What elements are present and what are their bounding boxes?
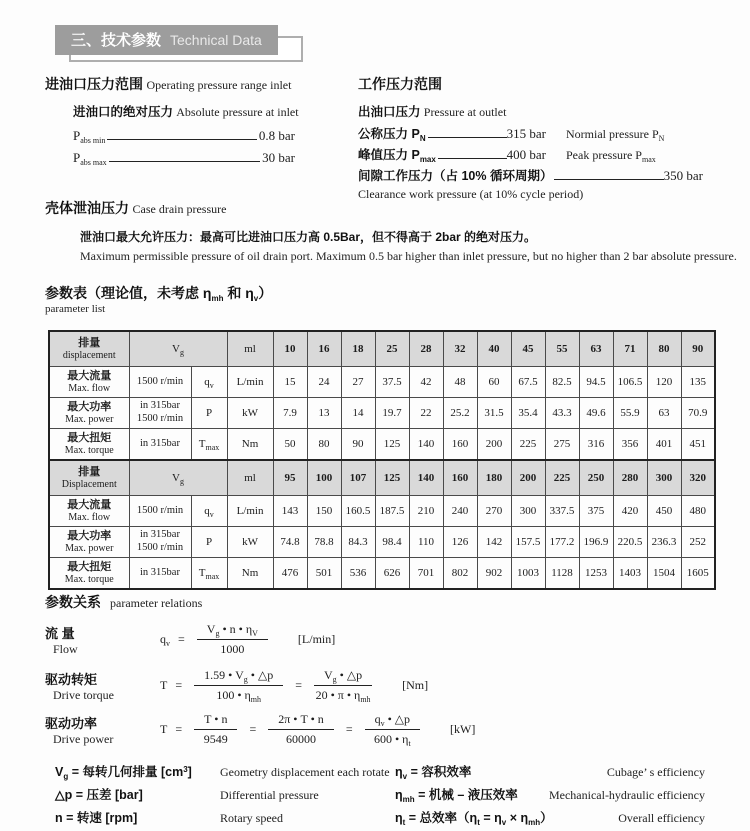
condition-cell: in 315bar 1500 r/min — [129, 398, 191, 429]
nominal-pressure-row — [358, 124, 745, 142]
displacement-size-cell: 71 — [613, 331, 647, 367]
def-vg-en: Geometry displacement each rotate — [220, 765, 390, 779]
def-vg-row — [55, 762, 390, 780]
displacement-size-cell: 180 — [477, 460, 511, 496]
value-cell: 150 — [307, 496, 341, 527]
row-label-cell: 最大流量 Max. flow — [49, 367, 129, 398]
torque-unit: [Nm] — [402, 678, 429, 692]
definitions-left-column — [55, 762, 390, 831]
value-cell: 160 — [443, 429, 477, 461]
peak-pressure-row — [358, 145, 745, 163]
symbol-cell: $T_{max}$ — [191, 429, 227, 461]
equals-sign: = — [249, 722, 257, 736]
torque-label-en: Drive torque — [53, 687, 114, 702]
case-drain-block — [45, 198, 745, 264]
symbol-definitions — [55, 762, 705, 831]
relations-title — [45, 592, 202, 612]
symbol-cell: P — [191, 527, 227, 558]
power-formula-row — [45, 712, 475, 747]
value-cell: 1128 — [545, 558, 579, 590]
value-cell: 337.5 — [545, 496, 579, 527]
value-cell: 126 — [443, 527, 477, 558]
def-n-en: Rotary speed — [220, 811, 283, 825]
equals-sign: = — [175, 722, 183, 736]
flow-label-zh: 流 量 — [45, 625, 75, 641]
section-banner — [55, 25, 315, 61]
inlet-title-en: Operating pressure range inlet — [146, 78, 292, 92]
value-cell: 90 — [341, 429, 375, 461]
unit-cell: kW — [227, 527, 273, 558]
condition-cell: in 315bar — [129, 429, 191, 461]
p-abs-min-symbol: $P_{abs min}$ — [73, 128, 106, 145]
value-cell: 187.5 — [375, 496, 409, 527]
case-drain-title-zh: 壳体泄油压力 — [45, 200, 129, 216]
value-cell: 19.7 — [375, 398, 409, 429]
value-cell: 270 — [477, 496, 511, 527]
power-numerator-3: $q_v$ • △p — [365, 712, 420, 730]
case-drain-line-en: Maximum permissible pressure of oil drain port. Maximum 0.5 bar higher than inlet pressure, but no higher than 2 bar absolute pressure. — [80, 249, 737, 263]
flow-fraction — [197, 622, 268, 657]
displacement-size-cell: 16 — [307, 331, 341, 367]
flow-label-en: Flow — [53, 641, 78, 656]
equals-sign: = — [345, 722, 353, 736]
work-pressure-block — [358, 74, 745, 202]
value-cell: 1003 — [511, 558, 545, 590]
value-cell: 49.6 — [579, 398, 613, 429]
row-label-cell: 最大功率 Max. power — [49, 527, 129, 558]
flow-unit: [L/min] — [297, 632, 336, 646]
value-cell: 94.5 — [579, 367, 613, 398]
value-cell: 401 — [647, 429, 681, 461]
value-cell: 70.9 — [681, 398, 715, 429]
unit-cell: Nm — [227, 558, 273, 590]
leader-line — [554, 179, 663, 180]
leader-line — [438, 158, 507, 159]
torque-label-zh: 驱动转矩 — [45, 671, 98, 687]
pressure-section — [45, 74, 745, 202]
power-unit: [kW] — [450, 722, 476, 736]
table-header-row — [49, 331, 715, 367]
peak-pressure-en: Peak pressure $P_{max}$ — [566, 148, 656, 164]
value-cell: 196.9 — [579, 527, 613, 558]
value-cell: 7.9 — [273, 398, 307, 429]
power-denominator-1: 9549 — [203, 732, 228, 746]
nominal-pressure-value: 315 bar — [506, 126, 546, 141]
outlet-sub-zh: 出油口压力 — [358, 105, 421, 119]
value-cell: 275 — [545, 429, 579, 461]
def-etamh-symbol: $\eta_{mh}$ = 机械 – 液压效率 — [395, 788, 518, 804]
displacement-size-cell: 32 — [443, 331, 477, 367]
value-cell: 98.4 — [375, 527, 409, 558]
value-cell: 67.5 — [511, 367, 545, 398]
power-denominator-3: 600 • $\eta_t$ — [373, 732, 411, 748]
def-etav-symbol: $\eta_v$ = 容积效率 — [395, 765, 472, 781]
value-cell: 356 — [613, 429, 647, 461]
power-denominator-2: 60000 — [286, 732, 317, 746]
value-cell: 1605 — [681, 558, 715, 590]
outlet-sub-en: Pressure at outlet — [423, 105, 507, 119]
inlet-title-zh: 进油口压力范围 — [45, 76, 143, 92]
torque-formula — [160, 668, 428, 703]
unit-cell: L/min — [227, 496, 273, 527]
unit-cell: kW — [227, 398, 273, 429]
value-cell: 143 — [273, 496, 307, 527]
torque-denominator-2: 20 • π • $\eta_{mh}$ — [315, 688, 371, 704]
displacement-size-cell: 90 — [681, 331, 715, 367]
def-etamh-en: Mechanical-hydraulic efficiency — [548, 788, 705, 802]
displacement-size-cell: 10 — [273, 331, 307, 367]
value-cell: 25.2 — [443, 398, 477, 429]
torque-numerator-1: 1.59 • $V_g$ • △p — [194, 668, 283, 686]
value-cell: 14 — [341, 398, 375, 429]
value-cell: 78.8 — [307, 527, 341, 558]
page-title-en: Technical Data — [170, 32, 262, 48]
inlet-pressure-max-row — [73, 150, 295, 166]
value-cell: 451 — [681, 429, 715, 461]
value-cell: 1253 — [579, 558, 613, 590]
displacement-header-cell: 排量 displacement — [49, 331, 129, 367]
def-n-symbol: n = 转速 [rpm] — [55, 811, 138, 825]
value-cell: 60 — [477, 367, 511, 398]
value-cell: 160.5 — [341, 496, 375, 527]
condition-cell: in 315bar — [129, 558, 191, 590]
value-cell: 48 — [443, 367, 477, 398]
condition-cell: 1500 r/min — [129, 367, 191, 398]
value-cell: 140 — [409, 429, 443, 461]
displacement-size-cell: 250 — [579, 460, 613, 496]
value-cell: 157.5 — [511, 527, 545, 558]
displacement-size-cell: 95 — [273, 460, 307, 496]
displacement-size-cell: 280 — [613, 460, 647, 496]
value-cell: 13 — [307, 398, 341, 429]
table-header-row — [49, 460, 715, 496]
torque-formula-row — [45, 668, 428, 703]
torque-fraction-1 — [194, 668, 283, 703]
relations-title-zh: 参数关系 — [45, 594, 101, 610]
clearance-pressure-zh: 间隙工作压力（占 10% 循环周期） — [358, 169, 553, 183]
power-fraction-2 — [268, 712, 334, 747]
inlet-pressure-block — [45, 74, 358, 202]
nominal-pressure-zh: 公称压力 $P_N$ — [358, 127, 426, 143]
torque-numerator-2: $V_g$ • △p — [314, 668, 372, 686]
def-dp-en: Differential pressure — [220, 788, 319, 802]
nominal-pressure-en: Normial pressure $P_N$ — [566, 127, 665, 143]
power-numerator-2: 2π • T • n — [268, 712, 334, 730]
value-cell: 43.3 — [545, 398, 579, 429]
displacement-size-cell: 28 — [409, 331, 443, 367]
page-title — [55, 25, 278, 55]
inlet-pressure-min-row — [73, 128, 295, 144]
value-cell: 236.3 — [647, 527, 681, 558]
table-row — [49, 527, 715, 558]
value-cell: 22 — [409, 398, 443, 429]
torque-lhs: T — [160, 678, 168, 692]
row-label-cell: 最大扭矩 Max. torque — [49, 558, 129, 590]
value-cell: 84.3 — [341, 527, 375, 558]
value-cell: 177.2 — [545, 527, 579, 558]
equals-sign: = — [295, 678, 302, 692]
value-cell: 1504 — [647, 558, 681, 590]
value-cell: 27 — [341, 367, 375, 398]
leader-line — [109, 161, 260, 162]
value-cell: 42 — [409, 367, 443, 398]
flow-denominator: 1000 — [220, 642, 245, 656]
condition-cell: in 315bar 1500 r/min — [129, 527, 191, 558]
displacement-size-cell: 200 — [511, 460, 545, 496]
value-cell: 902 — [477, 558, 511, 590]
work-title-zh: 工作压力范围 — [358, 76, 442, 92]
def-etav-row — [395, 762, 705, 780]
vg-symbol-cell: $V_g$ — [129, 331, 227, 367]
unit-cell: ml — [227, 460, 273, 496]
value-cell: 55.9 — [613, 398, 647, 429]
relations-title-en: parameter relations — [110, 596, 203, 610]
value-cell: 252 — [681, 527, 715, 558]
peak-pressure-value: 400 bar — [506, 147, 546, 162]
vg-symbol-cell: $V_g$ — [129, 460, 227, 496]
table-row — [49, 429, 715, 461]
clearance-pressure-value: 350 bar — [663, 168, 703, 183]
displacement-size-cell: 225 — [545, 460, 579, 496]
flow-lhs: $q_v$ — [160, 632, 170, 648]
power-fraction-3 — [365, 712, 420, 747]
value-cell: 74.8 — [273, 527, 307, 558]
case-drain-title-en: Case drain pressure — [132, 202, 227, 216]
displacement-size-cell: 80 — [647, 331, 681, 367]
displacement-size-cell: 55 — [545, 331, 579, 367]
def-n-row — [55, 808, 390, 826]
value-cell: 480 — [681, 496, 715, 527]
value-cell: 626 — [375, 558, 409, 590]
value-cell: 240 — [443, 496, 477, 527]
value-cell: 80 — [307, 429, 341, 461]
value-cell: 106.5 — [613, 367, 647, 398]
value-cell: 50 — [273, 429, 307, 461]
displacement-size-cell: 125 — [375, 460, 409, 496]
value-cell: 701 — [409, 558, 443, 590]
symbol-cell: $q_v$ — [191, 496, 227, 527]
value-cell: 220.5 — [613, 527, 647, 558]
unit-cell: ml — [227, 331, 273, 367]
power-label-en: Drive power — [53, 731, 114, 746]
parameter-table — [48, 330, 716, 590]
p-abs-max-symbol: $P_{abs max}$ — [73, 150, 107, 167]
flow-formula-row — [45, 622, 335, 657]
value-cell: 210 — [409, 496, 443, 527]
value-cell: 142 — [477, 527, 511, 558]
leader-line — [107, 139, 257, 140]
def-etat-symbol: $\eta_t$ = 总效率$(\eta_t = \eta_v \times \eta_{mh})$ — [395, 811, 553, 827]
displacement-header-cell: 排量 Displacement — [49, 460, 129, 496]
value-cell: 536 — [341, 558, 375, 590]
power-formula — [160, 712, 475, 747]
unit-cell: L/min — [227, 367, 273, 398]
def-dp-symbol: △p = 压差 [bar] — [55, 788, 143, 802]
value-cell: 802 — [443, 558, 477, 590]
displacement-size-cell: 40 — [477, 331, 511, 367]
displacement-size-cell: 300 — [647, 460, 681, 496]
power-fraction-1 — [194, 712, 237, 747]
def-etav-en: Cubage’ s efficiency — [606, 765, 705, 779]
symbol-cell: $q_v$ — [191, 367, 227, 398]
p-abs-min-value: 0.8 bar — [258, 128, 295, 143]
leader-line — [428, 137, 507, 138]
peak-pressure-zh: 峰值压力 $P_{max}$ — [358, 148, 436, 164]
value-cell: 135 — [681, 367, 715, 398]
value-cell: 82.5 — [545, 367, 579, 398]
power-numerator-1: T • n — [194, 712, 237, 730]
def-vg-symbol: $V_g$ = 每转几何排量 $[cm^3]$ — [55, 765, 192, 781]
power-lhs: T — [160, 722, 168, 736]
symbol-cell: $T_{max}$ — [191, 558, 227, 590]
case-drain-line-zh: 泄油口最大允许压力：最高可比进油口压力高 0.5Bar，但不得高于 2bar 的绝对压力。 — [80, 230, 537, 244]
table-subtitle: parameter list — [45, 303, 106, 315]
table-row — [49, 398, 715, 429]
value-cell: 1403 — [613, 558, 647, 590]
displacement-size-cell: 100 — [307, 460, 341, 496]
displacement-size-cell: 18 — [341, 331, 375, 367]
unit-cell: Nm — [227, 429, 273, 461]
def-etat-en: Overall efficiency — [618, 811, 705, 825]
equals-sign: = — [178, 632, 185, 646]
flow-numerator: $V_g$ • n • $\eta_V$ — [197, 622, 268, 640]
displacement-size-cell: 63 — [579, 331, 613, 367]
row-label-cell: 最大扭矩 Max. torque — [49, 429, 129, 461]
page-title-zh: 三、技术参数 — [71, 32, 162, 49]
symbol-cell: P — [191, 398, 227, 429]
displacement-size-cell: 140 — [409, 460, 443, 496]
power-label-zh: 驱动功率 — [45, 715, 98, 731]
clearance-pressure-en: Clearance work pressure (at 10% cycle period) — [358, 187, 584, 201]
table-row — [49, 496, 715, 527]
value-cell: 15 — [273, 367, 307, 398]
def-etat-row — [395, 808, 705, 826]
inlet-sub-zh: 进油口的绝对压力 — [73, 105, 174, 119]
table-title: 参数表（理论值，未考虑 $\eta_{mh}$ 和 $\eta_v$） — [45, 285, 273, 303]
value-cell: 31.5 — [477, 398, 511, 429]
value-cell: 316 — [579, 429, 613, 461]
displacement-size-cell: 320 — [681, 460, 715, 496]
p-abs-max-value: 30 bar — [262, 150, 295, 165]
equals-sign: = — [175, 678, 183, 692]
value-cell: 24 — [307, 367, 341, 398]
value-cell: 110 — [409, 527, 443, 558]
value-cell: 120 — [647, 367, 681, 398]
value-cell: 501 — [307, 558, 341, 590]
torque-fraction-2 — [314, 668, 372, 703]
value-cell: 375 — [579, 496, 613, 527]
condition-cell: 1500 r/min — [129, 496, 191, 527]
clearance-pressure-row — [358, 166, 745, 184]
value-cell: 476 — [273, 558, 307, 590]
row-label-cell: 最大流量 Max. flow — [49, 496, 129, 527]
def-etamh-row — [395, 785, 705, 803]
table-row — [49, 367, 715, 398]
flow-formula — [160, 622, 335, 657]
value-cell: 200 — [477, 429, 511, 461]
value-cell: 225 — [511, 429, 545, 461]
value-cell: 450 — [647, 496, 681, 527]
torque-denominator-1: 100 • $\eta_{mh}$ — [216, 688, 262, 704]
value-cell: 63 — [647, 398, 681, 429]
def-dp-row — [55, 785, 390, 803]
value-cell: 37.5 — [375, 367, 409, 398]
definitions-right-column — [395, 762, 705, 831]
displacement-size-cell: 160 — [443, 460, 477, 496]
value-cell: 35.4 — [511, 398, 545, 429]
displacement-size-cell: 25 — [375, 331, 409, 367]
row-label-cell: 最大功率 Max. power — [49, 398, 129, 429]
value-cell: 300 — [511, 496, 545, 527]
displacement-size-cell: 107 — [341, 460, 375, 496]
inlet-sub-en: Absolute pressure at inlet — [176, 105, 299, 119]
value-cell: 125 — [375, 429, 409, 461]
value-cell: 420 — [613, 496, 647, 527]
displacement-size-cell: 45 — [511, 331, 545, 367]
table-row — [49, 558, 715, 590]
